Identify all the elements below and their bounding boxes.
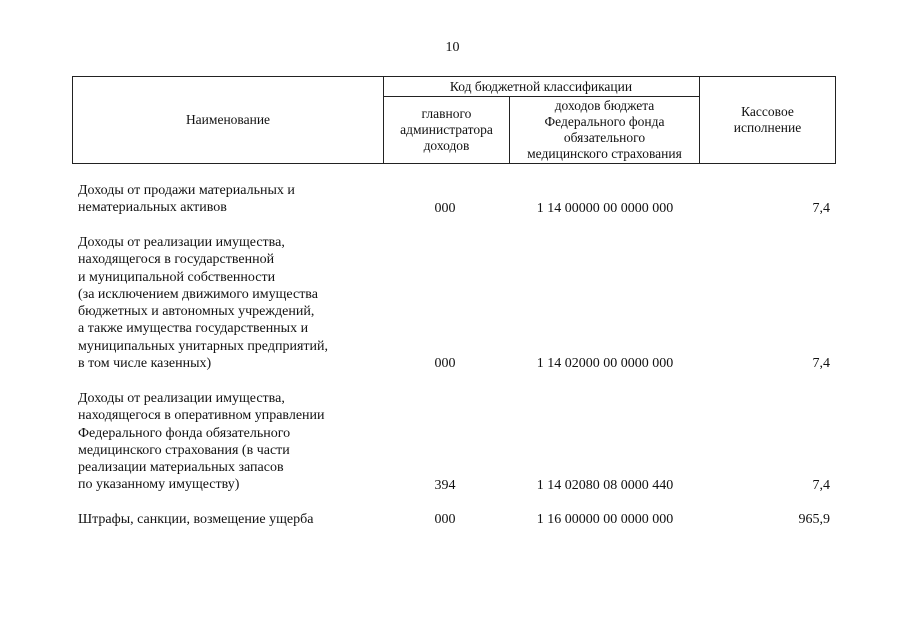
header-budget-line: обязательного <box>563 130 646 145</box>
table-row-amount: 965,9 <box>798 512 830 527</box>
table-row-admin-code: 000 <box>434 356 456 371</box>
header-execution-line: исполнение <box>733 120 802 135</box>
header-execution <box>700 77 835 163</box>
header-budget-code <box>510 97 699 163</box>
header-budget-classification <box>383 77 699 96</box>
header-admin-line: главного <box>421 106 472 121</box>
name-line: реализации материальных запасов <box>78 460 284 476</box>
table-row-amount: 7,4 <box>812 478 830 493</box>
name-line: по указанному имуществу) <box>78 477 240 493</box>
table-header <box>72 76 836 164</box>
name-line: находящегося в государственной <box>78 252 275 268</box>
name-line: Доходы от продажи материальных и <box>78 183 295 198</box>
table-row-admin-code: 394 <box>434 478 456 493</box>
name-line: а также имущества государственных и <box>78 321 309 337</box>
name-line: Штрафы, санкции, возмещение ущерба <box>78 512 314 527</box>
header-admin-line: доходов <box>423 138 470 153</box>
name-line: бюджетных и автономных учреждений, <box>78 304 315 320</box>
name-line: и муниципальной собственности <box>78 269 276 285</box>
table-row-admin-code: 000 <box>434 201 456 216</box>
name-line: муниципальных унитарных предприятий, <box>78 338 328 354</box>
name-line: медицинского страхования (в части <box>78 442 290 458</box>
header-admin-line: администратора <box>400 122 493 137</box>
table-row-budget-code: 1 14 02000 00 0000 000 <box>536 356 674 371</box>
table-row-admin-code: 000 <box>434 512 456 527</box>
name-line: Доходы от реализации имущества, <box>78 235 285 250</box>
page-number: 10 <box>445 40 460 55</box>
header-budget-line: медицинского страхования <box>527 146 682 161</box>
table-row-name <box>78 390 378 494</box>
header-name-text: Наименование <box>185 112 271 127</box>
name-line: в том числе казенных) <box>78 356 212 372</box>
table-row-budget-code: 1 14 02080 08 0000 440 <box>536 478 674 493</box>
header-budget-line: доходов бюджета <box>554 98 655 113</box>
table-row-name <box>78 511 378 528</box>
header-admin-code <box>384 97 509 163</box>
name-line: нематериальных активов <box>78 200 227 216</box>
name-line: Федерального фонда обязательного <box>78 425 291 441</box>
header-name <box>73 77 383 163</box>
table-row-budget-code: 1 16 00000 00 0000 000 <box>536 512 674 527</box>
table-row-name <box>78 182 378 217</box>
header-group-text: Код бюджетной классификации <box>449 78 633 94</box>
header-budget-line: Федерального фонда <box>544 114 665 129</box>
table-row-name <box>78 234 378 372</box>
name-line: находящегося в оперативном управлении <box>78 408 325 424</box>
table-row-budget-code: 1 14 00000 00 0000 000 <box>536 201 674 216</box>
table-row-amount: 7,4 <box>812 201 830 216</box>
table-row-amount: 7,4 <box>812 356 830 371</box>
name-line: (за исключением движимого имущества <box>78 286 318 302</box>
header-execution-line: Кассовое <box>741 104 794 119</box>
name-line: Доходы от реализации имущества, <box>78 391 285 406</box>
